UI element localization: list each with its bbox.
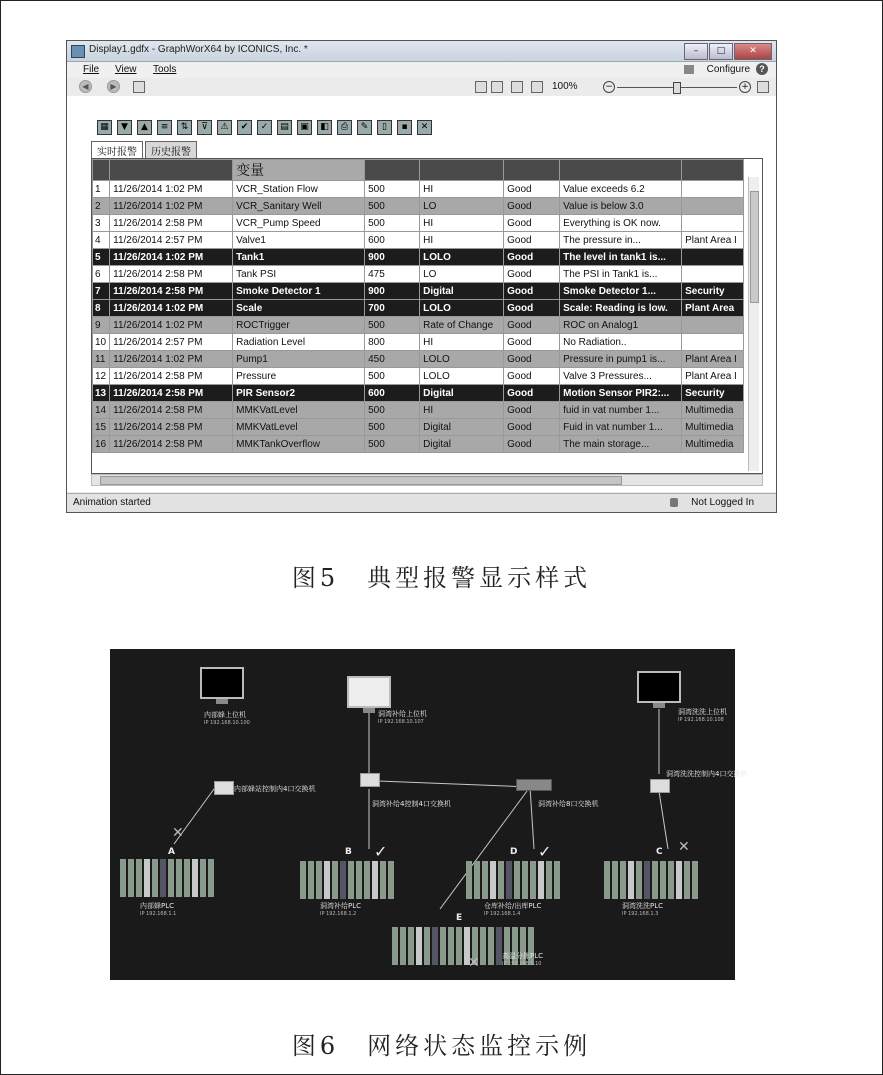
monitor-icon-center xyxy=(347,676,391,708)
table-row[interactable] xyxy=(93,385,744,402)
monitor-stand xyxy=(216,699,228,704)
table-row[interactable] xyxy=(93,436,744,453)
table-cell-area: Plant Area I xyxy=(682,368,744,385)
table-cell-msg: The pressure in... xyxy=(560,232,682,249)
header-variable[interactable]: 变量 xyxy=(233,160,365,181)
table-cell-time: 11/26/2014 2:57 PM xyxy=(110,232,233,249)
table-cell-type: LO xyxy=(420,266,504,283)
alarm-grid xyxy=(91,158,763,474)
table-cell-type: LOLO xyxy=(420,249,504,266)
select-icon[interactable] xyxy=(511,81,523,93)
document-icon[interactable]: ▯ xyxy=(377,120,392,135)
table-cell-n: 6 xyxy=(93,266,110,283)
table-cell-n: 9 xyxy=(93,317,110,334)
table-cell-area: Multimedia xyxy=(682,402,744,419)
table-cell-type: LOLO xyxy=(420,351,504,368)
table-row[interactable] xyxy=(93,317,744,334)
plc-c-icon xyxy=(604,861,698,899)
table-row[interactable] xyxy=(93,368,744,385)
table-cell-var: Pump1 xyxy=(233,351,365,368)
header-cell[interactable] xyxy=(93,160,110,181)
table-cell-q: Good xyxy=(504,283,560,300)
table-cell-val: 500 xyxy=(365,198,420,215)
table-cell-q: Good xyxy=(504,402,560,419)
home-icon[interactable] xyxy=(133,81,145,93)
fit-icon[interactable] xyxy=(475,81,487,93)
table-cell-type: HI xyxy=(420,334,504,351)
plc-b-icon xyxy=(300,861,394,899)
table-cell-val: 500 xyxy=(365,368,420,385)
table-cell-time: 11/26/2014 2:58 PM xyxy=(110,266,233,283)
table-cell-area: Security xyxy=(682,283,744,300)
table-cell-var: PIR Sensor2 xyxy=(233,385,365,402)
plc-c-letter: C xyxy=(656,847,663,857)
host-left-ip: IP 192.168.10.100 xyxy=(204,720,250,726)
table-cell-q: Good xyxy=(504,181,560,198)
table-cell-type: LOLO xyxy=(420,300,504,317)
header-cell[interactable] xyxy=(682,160,744,181)
table-cell-var: ROCTrigger xyxy=(233,317,365,334)
table-cell-n: 13 xyxy=(93,385,110,402)
table-cell-time: 11/26/2014 2:58 PM xyxy=(110,283,233,300)
table-cell-q: Good xyxy=(504,232,560,249)
table-cell-q: Good xyxy=(504,334,560,351)
maximize-button[interactable]: □ xyxy=(709,43,733,60)
table-cell-val: 500 xyxy=(365,436,420,453)
configure-menu[interactable]: Configure xyxy=(706,64,750,75)
table-cell-time: 11/26/2014 2:58 PM xyxy=(110,368,233,385)
plc-d-icon xyxy=(466,861,560,899)
table-cell-time: 11/26/2014 1:02 PM xyxy=(110,181,233,198)
chart-icon[interactable]: ◧ xyxy=(317,120,332,135)
table-row[interactable] xyxy=(93,419,744,436)
filter-icon[interactable]: ▼ xyxy=(117,120,132,135)
table-cell-time: 11/26/2014 2:58 PM xyxy=(110,419,233,436)
pan-icon[interactable] xyxy=(491,81,503,93)
table-cell-type: HI xyxy=(420,215,504,232)
table-cell-var: VCR_Station Flow xyxy=(233,181,365,198)
status-message: Animation started xyxy=(73,497,151,508)
table-cell-n: 8 xyxy=(93,300,110,317)
zoom-fit-icon[interactable] xyxy=(757,81,769,93)
table-cell-area: Plant Area I xyxy=(682,351,744,368)
table-cell-type: Digital xyxy=(420,436,504,453)
horizontal-scrollbar[interactable] xyxy=(91,474,763,486)
help-icon[interactable]: ? xyxy=(756,63,768,75)
lock-tool-icon[interactable] xyxy=(531,81,543,93)
switch-icon-center xyxy=(360,773,380,787)
table-cell-var: MMKVatLevel xyxy=(233,402,365,419)
figure-6-caption: 图6 网络状态监控示例 xyxy=(291,1032,592,1060)
plc-b-letter: B xyxy=(345,847,352,857)
table-cell-type: HI xyxy=(420,232,504,249)
table-cell-area xyxy=(682,334,744,351)
plc-d-letter: D xyxy=(510,847,518,857)
plc-d-label: 仓库补给/出库PLC xyxy=(484,902,542,910)
disconnected-icon: ✕ xyxy=(172,825,184,841)
table-row[interactable] xyxy=(93,351,744,368)
excel-icon[interactable]: ✕ xyxy=(417,120,432,135)
table-cell-var: MMKVatLevel xyxy=(233,419,365,436)
history-icon[interactable]: ▣ xyxy=(297,120,312,135)
table-cell-var: Radiation Level xyxy=(233,334,365,351)
table-cell-n: 1 xyxy=(93,181,110,198)
table-cell-val: 800 xyxy=(365,334,420,351)
table-cell-var: Tank1 xyxy=(233,249,365,266)
alarm-toolbar xyxy=(97,120,432,138)
table-cell-time: 11/26/2014 2:58 PM xyxy=(110,436,233,453)
table-cell-msg: The level in tank1 is... xyxy=(560,249,682,266)
header-cell[interactable] xyxy=(110,160,233,181)
table-cell-val: 500 xyxy=(365,215,420,232)
monitor-stand xyxy=(363,708,375,713)
table-cell-n: 12 xyxy=(93,368,110,385)
switch-icon-mid xyxy=(516,779,552,791)
plc-b-label: 洞湾补给PLC xyxy=(320,902,362,910)
plc-e-label: 高温分拣PLC xyxy=(502,952,544,960)
table-cell-n: 3 xyxy=(93,215,110,232)
monitor-icon-right xyxy=(637,671,681,703)
close-button[interactable]: ✕ xyxy=(734,43,772,60)
table-cell-var: Valve1 xyxy=(233,232,365,249)
table-header xyxy=(93,160,744,181)
header-cell[interactable] xyxy=(365,160,420,181)
table-cell-q: Good xyxy=(504,436,560,453)
table-cell-type: HI xyxy=(420,181,504,198)
table-cell-n: 4 xyxy=(93,232,110,249)
zoom-in-icon[interactable]: + xyxy=(739,81,751,93)
table-cell-area xyxy=(682,249,744,266)
zoom-out-icon[interactable]: − xyxy=(603,81,615,93)
table-cell-var: Smoke Detector 1 xyxy=(233,283,365,300)
tab-realtime-alarms[interactable]: 实时报警 xyxy=(91,141,143,159)
menu-file[interactable]: File xyxy=(83,64,100,75)
switch-mid-label: 洞湾补给8口交换机 xyxy=(538,800,599,808)
disconnected-icon: ✕ xyxy=(468,955,480,971)
report-icon[interactable]: ▤ xyxy=(277,120,292,135)
table-row[interactable] xyxy=(93,198,744,215)
switch-icon-right xyxy=(650,779,670,793)
table-cell-n: 14 xyxy=(93,402,110,419)
table-row[interactable] xyxy=(93,300,744,317)
table-cell-msg: Smoke Detector 1... xyxy=(560,283,682,300)
table-cell-msg: Value exceeds 6.2 xyxy=(560,181,682,198)
table-cell-val: 700 xyxy=(365,300,420,317)
table-row[interactable] xyxy=(93,181,744,198)
table-cell-time: 11/26/2014 2:58 PM xyxy=(110,402,233,419)
disconnected-icon: ✕ xyxy=(678,839,690,855)
horizontal-scroll-thumb[interactable] xyxy=(100,476,622,485)
table-cell-msg: The main storage... xyxy=(560,436,682,453)
menu-tools[interactable]: Tools xyxy=(153,64,177,75)
ack-icon[interactable]: ▲ xyxy=(137,120,152,135)
table-cell-val: 475 xyxy=(365,266,420,283)
host-right-label: 洞湾洗洗上位机 xyxy=(678,708,727,716)
table-cell-area xyxy=(682,181,744,198)
switch-center-label: 洞湾补给4控制4口交换机 xyxy=(372,800,451,808)
table-cell-var: VCR_Pump Speed xyxy=(233,215,365,232)
table-cell-time: 11/26/2014 1:02 PM xyxy=(110,317,233,334)
table-cell-var: Tank PSI xyxy=(233,266,365,283)
sort-icon[interactable]: ⇅ xyxy=(177,120,192,135)
table-cell-msg: Scale: Reading is low. xyxy=(560,300,682,317)
table-cell-var: Pressure xyxy=(233,368,365,385)
table-cell-area xyxy=(682,198,744,215)
table-cell-q: Good xyxy=(504,419,560,436)
table-cell-q: Good xyxy=(504,300,560,317)
monitor-icon-left xyxy=(200,667,244,699)
figure-5-caption: 图5 典型报警显示样式 xyxy=(291,564,592,592)
configure-icon xyxy=(684,65,694,74)
table-cell-n: 10 xyxy=(93,334,110,351)
table-cell-var: MMKTankOverflow xyxy=(233,436,365,453)
acknowledge-icon[interactable]: ✔ xyxy=(237,120,252,135)
table-cell-n: 2 xyxy=(93,198,110,215)
connected-check-icon: ✓ xyxy=(538,842,552,861)
table-cell-val: 500 xyxy=(365,402,420,419)
network-diagram xyxy=(110,649,748,980)
table-row[interactable] xyxy=(93,266,744,283)
display-canvas xyxy=(67,96,776,492)
warning-icon[interactable]: ⚠ xyxy=(217,120,232,135)
menu-bar xyxy=(67,62,776,78)
table-cell-n: 11 xyxy=(93,351,110,368)
zoom-slider-thumb[interactable] xyxy=(673,82,681,94)
table-cell-msg: Everything is OK now. xyxy=(560,215,682,232)
ack-all-icon[interactable]: ✓ xyxy=(257,120,272,135)
table-cell-type: HI xyxy=(420,402,504,419)
table-cell-time: 11/26/2014 1:02 PM xyxy=(110,198,233,215)
table-cell-msg: Fuid in vat number 1... xyxy=(560,419,682,436)
switch-left-label: 内部蜂站控制内4口交换机 xyxy=(234,785,316,793)
table-cell-val: 500 xyxy=(365,317,420,334)
table-cell-time: 11/26/2014 1:02 PM xyxy=(110,351,233,368)
table-cell-time: 11/26/2014 1:02 PM xyxy=(110,300,233,317)
table-row[interactable] xyxy=(93,283,744,300)
plc-a-icon xyxy=(120,859,214,897)
table-cell-area: Multimedia xyxy=(682,419,744,436)
navigation-bar xyxy=(67,78,776,97)
plc-c-label: 洞湾洗洗PLC xyxy=(622,902,664,910)
table-row[interactable] xyxy=(93,334,744,351)
table-row[interactable] xyxy=(93,402,744,419)
plc-e-letter: E xyxy=(456,913,463,923)
status-bar xyxy=(67,493,776,512)
print-icon[interactable]: ⎙ xyxy=(337,120,352,135)
switch-right-label: 洞湾洗洗控制内4口交换机 xyxy=(666,770,748,778)
table-cell-time: 11/26/2014 2:57 PM xyxy=(110,334,233,351)
table-cell-q: Good xyxy=(504,385,560,402)
table-cell-type: LO xyxy=(420,198,504,215)
header-cell[interactable] xyxy=(560,160,682,181)
title-bar[interactable] xyxy=(67,41,776,62)
funnel-icon[interactable]: ⊽ xyxy=(197,120,212,135)
connected-check-icon: ✓ xyxy=(374,842,388,861)
zoom-level[interactable]: 100% xyxy=(552,81,578,92)
table-cell-n: 5 xyxy=(93,249,110,266)
vertical-scroll-thumb[interactable] xyxy=(750,191,759,303)
alarm-table xyxy=(92,159,744,453)
table-cell-time: 11/26/2014 2:58 PM xyxy=(110,385,233,402)
table-cell-msg: fuid in vat number 1... xyxy=(560,402,682,419)
table-cell-q: Good xyxy=(504,368,560,385)
plc-a-label: 内部蜂PLC xyxy=(140,902,175,910)
table-cell-msg: No Radiation.. xyxy=(560,334,682,351)
plc-d-ip: IP 192.168.1.4 xyxy=(484,911,521,917)
login-status[interactable]: Not Logged In xyxy=(691,497,754,508)
table-cell-msg: ROC on Analog1 xyxy=(560,317,682,334)
table-cell-msg: Value is below 3.0 xyxy=(560,198,682,215)
table-cell-val: 500 xyxy=(365,181,420,198)
tab-history-alarms[interactable]: 历史报警 xyxy=(145,141,197,159)
menu-view[interactable]: View xyxy=(115,64,137,75)
header-cell[interactable] xyxy=(420,160,504,181)
table-cell-q: Good xyxy=(504,317,560,334)
table-cell-area: Plant Area xyxy=(682,300,744,317)
minimize-button[interactable]: – xyxy=(684,43,708,60)
plc-e-ip: IP 192.168.1.10 xyxy=(502,961,542,967)
table-cell-type: Rate of Change xyxy=(420,317,504,334)
table-cell-area: Security xyxy=(682,385,744,402)
table-cell-val: 600 xyxy=(365,232,420,249)
lock-icon xyxy=(670,498,678,507)
back-arrow-icon[interactable]: ◀ xyxy=(79,80,92,93)
host-center-ip: IP 192.168.10.107 xyxy=(378,719,424,725)
table-cell-val: 450 xyxy=(365,351,420,368)
vertical-scrollbar[interactable] xyxy=(748,177,759,471)
table-cell-area xyxy=(682,215,744,232)
table-cell-msg: Pressure in pump1 is... xyxy=(560,351,682,368)
table-row[interactable] xyxy=(93,215,744,232)
app-window xyxy=(66,40,777,513)
table-row[interactable] xyxy=(93,249,744,266)
host-left-label: 内部蜂上位机 xyxy=(204,711,246,719)
table-cell-q: Good xyxy=(504,198,560,215)
save-icon[interactable]: ▪ xyxy=(397,120,412,135)
table-cell-area xyxy=(682,317,744,334)
window-title: Display1.gdfx - GraphWorX64 by ICONICS, Inc. * xyxy=(89,44,308,55)
table-cell-q: Good xyxy=(504,351,560,368)
host-center-label: 洞湾补给上位机 xyxy=(378,710,427,718)
header-cell[interactable] xyxy=(504,160,560,181)
table-cell-area: Plant Area I xyxy=(682,232,744,249)
table-cell-type: Digital xyxy=(420,419,504,436)
table-cell-msg: The PSI in Tank1 is... xyxy=(560,266,682,283)
table-cell-var: Scale xyxy=(233,300,365,317)
forward-arrow-icon[interactable]: ▶ xyxy=(107,80,120,93)
table-cell-area: Multimedia xyxy=(682,436,744,453)
table-cell-area xyxy=(682,266,744,283)
table-cell-time: 11/26/2014 1:02 PM xyxy=(110,249,233,266)
table-cell-q: Good xyxy=(504,249,560,266)
table-cell-n: 15 xyxy=(93,419,110,436)
plc-a-ip: IP 192.168.1.1 xyxy=(140,911,177,917)
table-cell-type: Digital xyxy=(420,385,504,402)
table-cell-var: VCR_Sanitary Well xyxy=(233,198,365,215)
monitor-stand xyxy=(653,703,665,708)
table-cell-val: 500 xyxy=(365,419,420,436)
plc-b-ip: IP 192.168.1.2 xyxy=(320,911,357,917)
host-right-ip: IP 192.168.10.108 xyxy=(678,717,724,723)
table-cell-val: 900 xyxy=(365,249,420,266)
table-cell-type: LOLO xyxy=(420,368,504,385)
table-cell-time: 11/26/2014 2:58 PM xyxy=(110,215,233,232)
table-cell-n: 7 xyxy=(93,283,110,300)
table-cell-n: 16 xyxy=(93,436,110,453)
table-cell-msg: Motion Sensor PIR2:... xyxy=(560,385,682,402)
plc-c-ip: IP 192.168.1.3 xyxy=(622,911,659,917)
grid-icon[interactable]: ▦ xyxy=(97,120,112,135)
table-cell-val: 900 xyxy=(365,283,420,300)
tools-icon[interactable]: ✎ xyxy=(357,120,372,135)
table-cell-q: Good xyxy=(504,215,560,232)
app-icon xyxy=(71,45,85,58)
plc-a-letter: A xyxy=(168,847,175,857)
table-cell-q: Good xyxy=(504,266,560,283)
alarm-tabs xyxy=(91,141,199,159)
table-cell-val: 600 xyxy=(365,385,420,402)
table-row[interactable] xyxy=(93,232,744,249)
switch-icon-left xyxy=(214,781,234,795)
window-controls xyxy=(683,43,772,60)
table-cell-msg: Valve 3 Pressures... xyxy=(560,368,682,385)
table-cell-type: Digital xyxy=(420,283,504,300)
columns-icon[interactable]: ≡ xyxy=(157,120,172,135)
